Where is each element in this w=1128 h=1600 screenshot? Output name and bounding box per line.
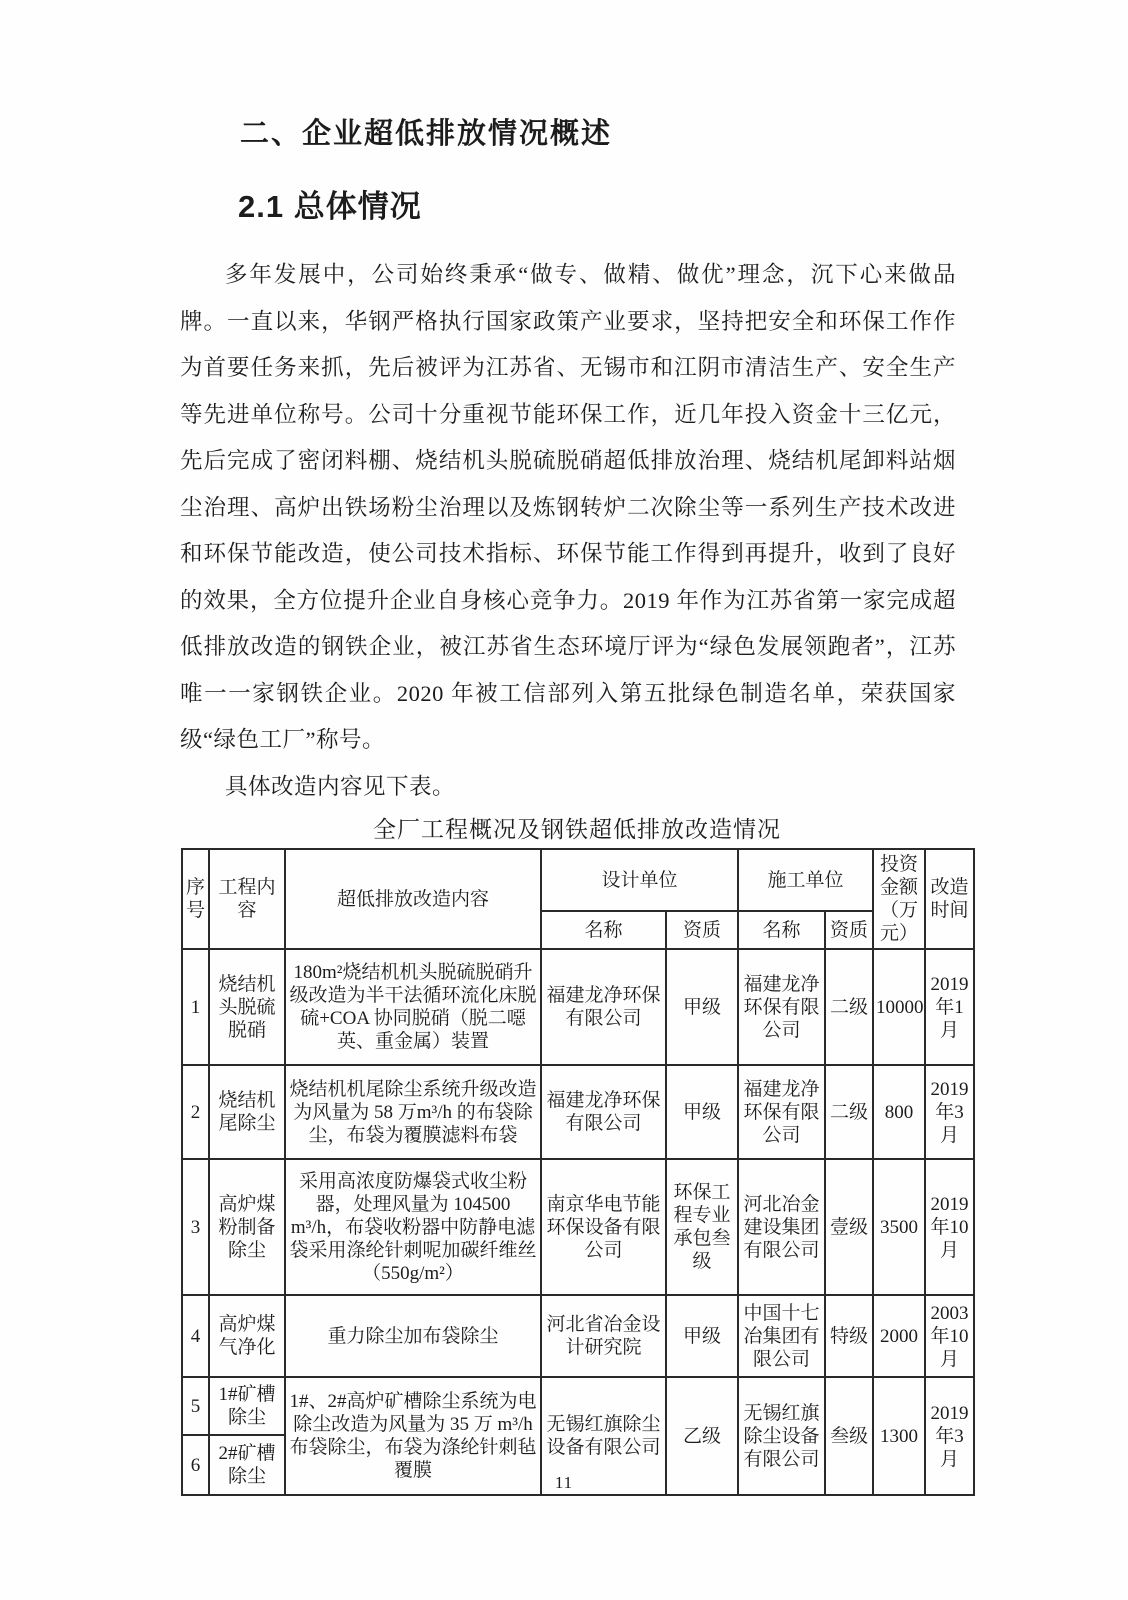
cell-project: 2#矿槽除尘 — [209, 1435, 285, 1495]
col-header-design-qualification: 资质 — [666, 911, 738, 949]
cell-build-qualification: 特级 — [825, 1295, 873, 1377]
col-header-project: 工程内容 — [209, 849, 285, 949]
table-row — [182, 1295, 974, 1377]
cell-build-name: 福建龙净环保有限公司 — [738, 1065, 825, 1159]
cell-project: 烧结机头脱硫脱硝 — [209, 949, 285, 1065]
col-header-time: 改造时间 — [925, 849, 974, 949]
cell-index: 5 — [182, 1377, 209, 1435]
cell-build-qualification: 叁级 — [825, 1377, 873, 1495]
cell-project: 高炉煤粉制备除尘 — [209, 1159, 285, 1295]
col-header-construction-unit: 施工单位 — [738, 849, 873, 911]
cell-build-qualification: 二级 — [825, 1065, 873, 1159]
col-header-content: 超低排放改造内容 — [285, 849, 541, 949]
table-row — [182, 1159, 974, 1295]
cell-time: 2019年3月 — [925, 1065, 974, 1159]
cell-time: 2019年1月 — [925, 949, 974, 1065]
cell-project: 烧结机尾除尘 — [209, 1065, 285, 1159]
cell-design-qualification: 环保工程专业承包叁级 — [666, 1159, 738, 1295]
col-header-index: 序号 — [182, 849, 209, 949]
cell-project: 高炉煤气净化 — [209, 1295, 285, 1377]
cell-design-name: 福建龙净环保有限公司 — [541, 949, 666, 1065]
cell-time: 2003年10月 — [925, 1295, 974, 1377]
cell-index: 6 — [182, 1435, 209, 1495]
cell-investment: 3500 — [873, 1159, 925, 1295]
table-row — [182, 949, 974, 1065]
cell-investment: 10000 — [873, 949, 925, 1065]
cell-build-name: 河北冶金建设集团有限公司 — [738, 1159, 825, 1295]
table-row — [182, 1065, 974, 1159]
cell-design-name: 南京华电节能环保设备有限公司 — [541, 1159, 666, 1295]
cell-investment: 2000 — [873, 1295, 925, 1377]
retrofit-table — [181, 848, 975, 1496]
cell-build-qualification: 壹级 — [825, 1159, 873, 1295]
cell-content: 采用高浓度防爆袋式收尘粉器，处理风量为 104500 m³/h，布袋收粉器中防静电滤袋采用涤纶针刺呢加碳纤维丝（550g/m²） — [285, 1159, 541, 1295]
cell-build-name: 无锡红旗除尘设备有限公司 — [738, 1377, 825, 1495]
cell-build-name: 中国十七冶集团有限公司 — [738, 1295, 825, 1377]
table-row — [182, 1377, 974, 1435]
cell-design-name: 河北省冶金设计研究院 — [541, 1295, 666, 1377]
cell-design-qualification: 甲级 — [666, 1065, 738, 1159]
cell-time: 2019年10月 — [925, 1159, 974, 1295]
col-header-design-name: 名称 — [541, 911, 666, 949]
table-title: 全厂工程概况及钢铁超低排放改造情况 — [373, 817, 781, 842]
cell-project: 1#矿槽除尘 — [209, 1377, 285, 1435]
col-header-investment: 投资金额（万元） — [873, 849, 925, 949]
cell-index: 1 — [182, 949, 209, 1065]
cell-design-name: 福建龙净环保有限公司 — [541, 1065, 666, 1159]
cell-design-qualification: 甲级 — [666, 1295, 738, 1377]
cell-index: 4 — [182, 1295, 209, 1377]
cell-content: 烧结机机尾除尘系统升级改造为风量为 58 万m³/h 的布袋除尘，布袋为覆膜滤料布袋 — [285, 1065, 541, 1159]
cell-build-qualification: 二级 — [825, 949, 873, 1065]
cell-build-name: 福建龙净环保有限公司 — [738, 949, 825, 1065]
cell-design-qualification: 甲级 — [666, 949, 738, 1065]
subsection-heading: 2.1 总体情况 — [238, 189, 422, 224]
cell-index: 2 — [182, 1065, 209, 1159]
page-number: 11 — [554, 1473, 574, 1492]
table-lead-line: 具体改造内容见下表。 — [225, 773, 456, 799]
cell-content: 重力除尘加布袋除尘 — [285, 1295, 541, 1377]
col-header-build-name: 名称 — [738, 911, 825, 949]
col-header-build-qualification: 资质 — [825, 911, 873, 949]
body-paragraph: 多年发展中，公司始终秉承“做专、做精、做优”理念，沉下心来做品牌。一直以来，华钢严格执行国家政策产业要求，坚持把安全和环保工作作为首要任务来抓，先后被评为江苏省、无锡市和江阴市清洁生产、安全生产等先进单位称号。公司十分重视节能环保工作，近几年投入资金十三亿元，先后完成了密闭料棚、烧结机头脱硫脱硝超低排放治理、烧结机尾卸料站烟尘治理、高炉出铁场粉尘治理以及炼钢转炉二次除尘等一系列生产技术改进和环保节能改造，使公司技术指标、环保节能工作得到再提升，收到了良好的效果，全方位提升企业自身核心竞争力。2019 年作为江苏省第一家完成超低排放改造的钢铁企业，被江苏省生态环境厅评为“绿色发展领跑者”，江苏唯一一家钢铁企业。2020 年被工信部列入第五批绿色制造名单，荣获国家级“绿色工厂”称号。 — [180, 262, 956, 752]
cell-investment: 800 — [873, 1065, 925, 1159]
col-header-design-unit: 设计单位 — [541, 849, 738, 911]
cell-design-qualification: 乙级 — [666, 1377, 738, 1495]
table-header-row-1 — [182, 849, 974, 911]
section-heading: 二、企业超低排放情况概述 — [240, 118, 613, 150]
cell-content: 1#、2#高炉矿槽除尘系统为电除尘改造为风量为 35 万 m³/h 布袋除尘，布袋为涤纶针刺毡覆膜 — [285, 1377, 541, 1495]
cell-time: 2019年3月 — [925, 1377, 974, 1495]
cell-index: 3 — [182, 1159, 209, 1295]
cell-design-name: 无锡红旗除尘设备有限公司 — [541, 1377, 666, 1495]
cell-investment: 1300 — [873, 1377, 925, 1495]
cell-content: 180m²烧结机机头脱硫脱硝升级改造为半干法循环流化床脱硫+COA 协同脱硝（脱二噁英、重金属）装置 — [285, 949, 541, 1065]
